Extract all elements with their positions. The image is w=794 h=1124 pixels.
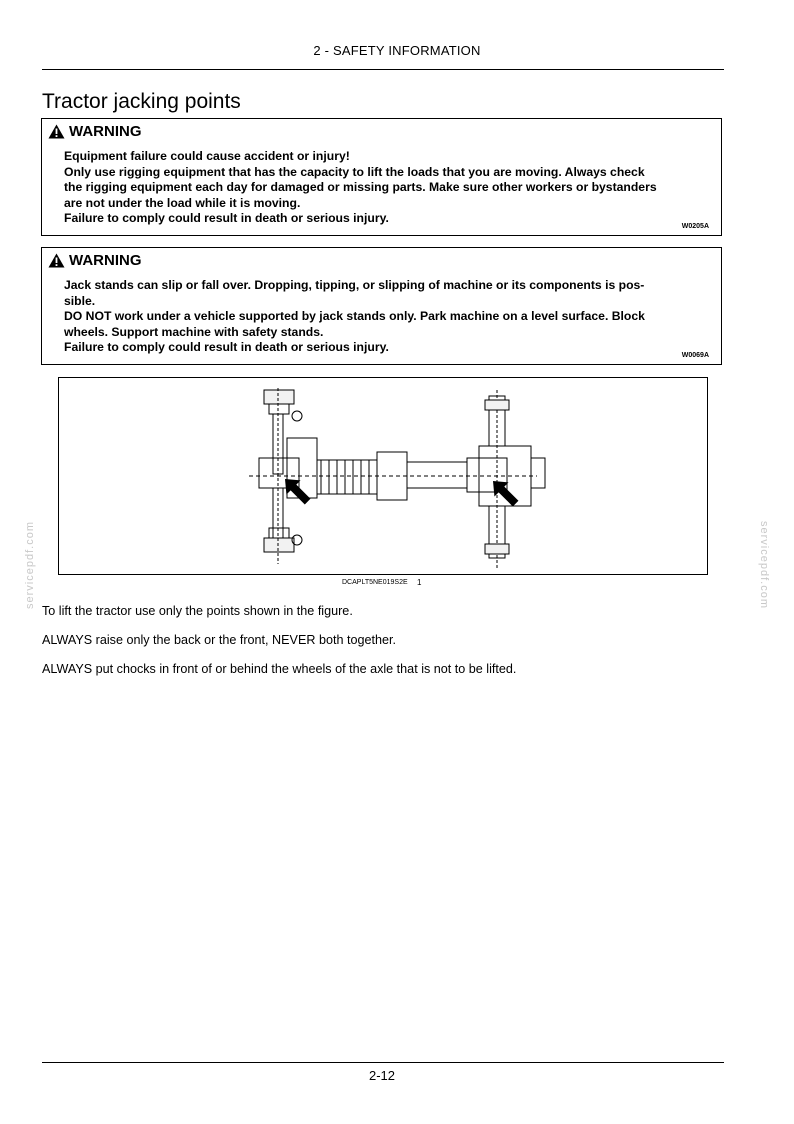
warning-line: Only use rigging equipment that has the capacity to lift the loads that you are moving. Always check — [64, 164, 645, 179]
warning-line: sible. — [64, 293, 96, 308]
warning-line: DO NOT work under a vehicle supported by jack stands only. Park machine on a level surface. Block — [64, 309, 645, 323]
page-title: Tractor jacking points — [42, 90, 241, 113]
warning-text — [64, 149, 704, 227]
warning-box-rigging — [41, 118, 722, 236]
warning-line: Jack stands can slip or fall over. Dropping, tipping, or slipping of machine or its components is pos- — [64, 278, 645, 292]
warning-line: the rigging equipment each day for damaged or missing parts. Make sure other workers or bystanders — [64, 180, 657, 194]
instruction-paragraph: ALWAYS put chocks in front of or behind the wheels of the axle that is not to be lifted. — [42, 662, 517, 676]
watermark-right: servicepdf.com — [758, 521, 770, 609]
figure-caption: DCAPLT5NE019S2E — [342, 579, 408, 586]
warning-code: W0069A — [681, 352, 709, 359]
figure-number: 1 — [417, 578, 422, 587]
warning-label: WARNING — [69, 252, 142, 269]
warning-code: W0205A — [681, 223, 709, 230]
warning-box-jack-stands — [41, 247, 722, 365]
warning-line: wheels. Support machine with safety stands. — [64, 324, 324, 339]
warning-line: are not under the load while it is moving. — [64, 195, 301, 210]
warning-triangle-icon — [48, 253, 65, 268]
watermark-left: servicepdf.com — [24, 521, 36, 609]
instruction-paragraph: To lift the tractor use only the points shown in the figure. — [42, 604, 353, 618]
warning-line: Failure to comply could result in death or serious injury. — [64, 340, 389, 354]
figure-frame — [58, 377, 708, 575]
tractor-chassis-diagram — [59, 378, 709, 576]
warning-line: Equipment failure could cause accident or injury! — [64, 149, 350, 163]
rear-axle — [479, 390, 545, 568]
warning-label: WARNING — [69, 123, 142, 140]
warning-heading — [48, 252, 142, 269]
instruction-paragraph: ALWAYS raise only the back or the front, NEVER both together. — [42, 633, 396, 647]
warning-line: Failure to comply could result in death or serious injury. — [64, 211, 389, 225]
running-header: 2 - SAFETY INFORMATION — [313, 43, 481, 58]
page-number: 2-12 — [368, 1068, 396, 1083]
warning-text — [64, 278, 704, 356]
footer-rule — [42, 1062, 724, 1063]
header-rule — [42, 69, 724, 70]
warning-triangle-icon — [48, 124, 65, 139]
warning-heading — [48, 123, 142, 140]
